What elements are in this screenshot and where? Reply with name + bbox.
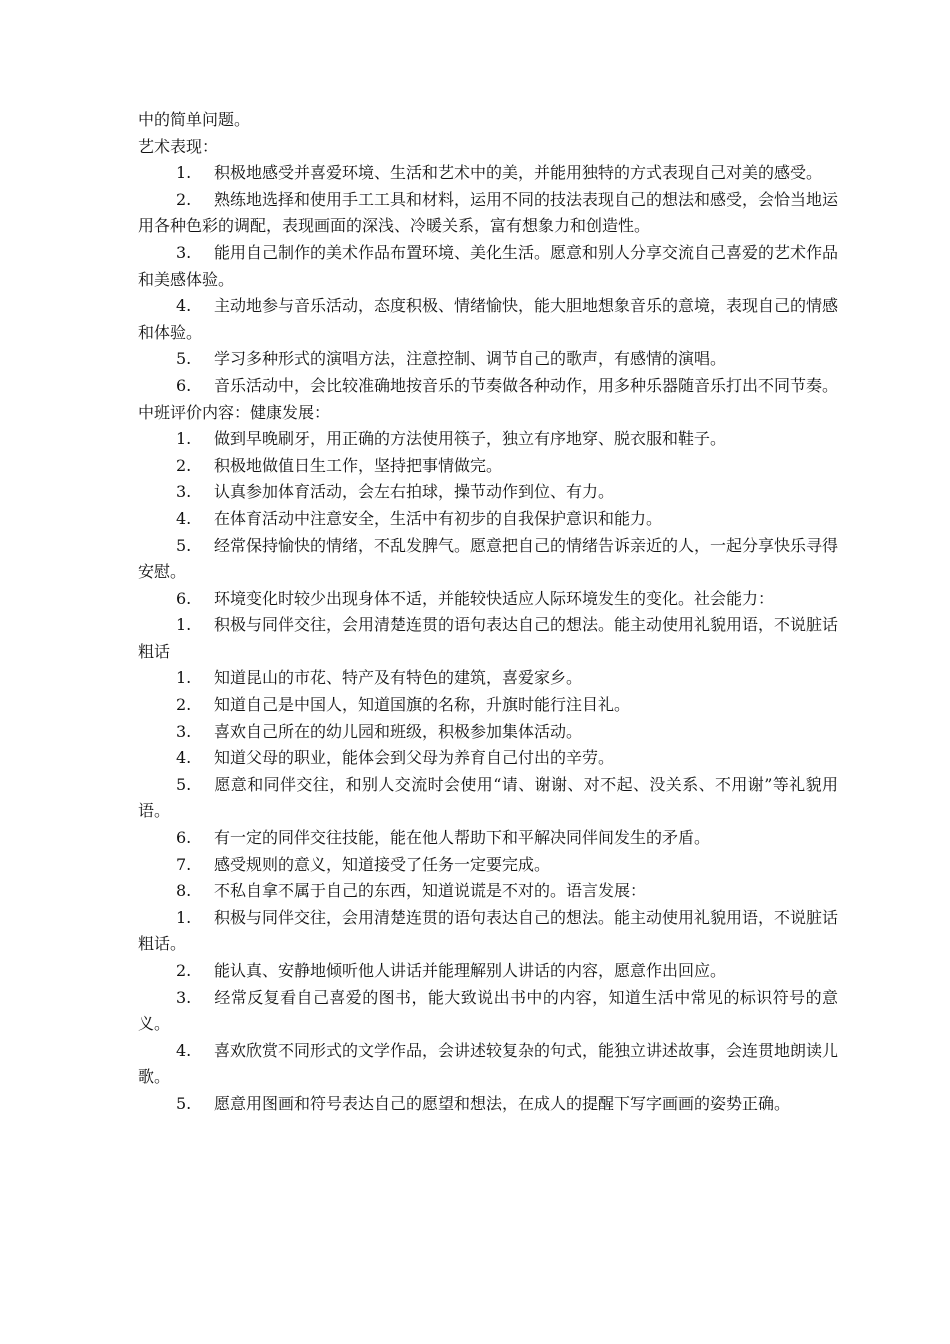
item-text: 积极地做值日生工作，坚持把事情做完。 — [214, 455, 503, 475]
item-text: 能用自己制作的美术作品布置环境、美化生活。愿意和别人分享交流自己喜爱的艺术作品和美感体验。 — [138, 242, 839, 289]
item-text: 积极地感受并喜爱环境、生活和艺术中的美，并能用独特的方式表现自己对美的感受。 — [214, 163, 823, 183]
list-item — [138, 479, 838, 506]
item-number: 3. — [176, 721, 192, 741]
item-number: 4. — [176, 296, 192, 316]
item-number: 2. — [176, 695, 192, 715]
item-number: 6. — [176, 588, 192, 608]
item-text: 主动地参与音乐活动，态度积极、情绪愉快，能大胆地想象音乐的意境，表现自己的情感和体验。 — [138, 296, 839, 342]
item-text: 积极与同伴交往，会用清楚连贯的语句表达自己的想法。能主动使用礼貌用语，不说脏话粗话 — [138, 615, 839, 661]
list-item — [138, 719, 838, 746]
list-item — [138, 905, 838, 958]
list-item — [138, 745, 838, 772]
item-text: 有一定的同伴交往技能，能在他人帮助下和平解决同伴间发生的矛盾。 — [214, 828, 711, 848]
item-number: 6. — [176, 828, 192, 848]
item-text: 愿意用图画和符号表达自己的愿望和想法，在成人的提醒下写字画画的姿势正确。 — [214, 1093, 791, 1113]
list-item — [138, 852, 838, 879]
list-item — [138, 878, 838, 905]
list-item — [138, 506, 838, 533]
item-text: 认真参加体育活动，会左右拍球，操节动作到位、有力。 — [214, 482, 615, 502]
list-item — [138, 1038, 838, 1091]
item-number: 3. — [176, 987, 192, 1007]
item-number: 3. — [176, 242, 192, 262]
list-item — [138, 373, 838, 400]
list-item — [138, 1091, 838, 1118]
item-text: 喜欢自己所在的幼儿园和班级，积极参加集体活动。 — [214, 721, 583, 741]
item-number: 5. — [176, 349, 192, 369]
item-text: 愿意和同伴交往，和别人交流时会使用“请、谢谢、对不起、没关系、不用谢”等礼貌用语。 — [138, 774, 838, 821]
list-item — [138, 240, 838, 293]
list-item — [138, 825, 838, 852]
item-number: 1. — [176, 907, 192, 927]
item-number: 1. — [176, 615, 192, 635]
item-text: 在体育活动中注意安全，生活中有初步的自我保护意识和能力。 — [214, 508, 663, 528]
list-item — [138, 665, 838, 692]
item-number: 5. — [176, 1093, 192, 1113]
item-text: 喜欢欣赏不同形式的文学作品，会讲述较复杂的句式，能独立讲述故事，会连贯地朗读儿歌。 — [138, 1040, 839, 1087]
list-item — [138, 346, 838, 373]
item-text: 知道昆山的市花、特产及有特色的建筑，喜爱家乡。 — [214, 668, 583, 688]
item-number: 1. — [176, 163, 192, 183]
item-text: 熟练地选择和使用手工工具和材料，运用不同的技法表现自己的想法和感受，会恰当地运用各种色彩的调配，表现画面的深浅、冷暖关系，富有想象力和创造性。 — [138, 189, 839, 236]
item-text: 积极与同伴交往，会用清楚连贯的语句表达自己的想法。能主动使用礼貌用语，不说脏话粗话。 — [138, 907, 839, 954]
item-number: 6. — [176, 375, 192, 395]
list-item — [138, 772, 838, 825]
item-number: 4. — [176, 508, 192, 528]
list-item — [138, 958, 838, 985]
item-text: 感受规则的意义，知道接受了任务一定要完成。 — [214, 854, 551, 874]
item-text: 知道父母的职业，能体会到父母为养育自己付出的辛劳。 — [214, 748, 615, 768]
list-item — [138, 160, 838, 187]
item-number: 2. — [176, 189, 192, 209]
item-number: 2. — [176, 455, 192, 475]
document-body — [138, 107, 838, 1118]
heading-text: 中班评价内容：健康发展： — [138, 402, 331, 422]
heading-text: 艺术表现： — [138, 136, 219, 156]
paragraph-text: 中的简单问题。 — [138, 110, 251, 129]
item-text: 做到早晚刷牙，用正确的方法使用筷子，独立有序地穿、脱衣服和鞋子。 — [214, 429, 727, 449]
item-text: 不私自拿不属于自己的东西，知道说谎是不对的。语言发展： — [214, 881, 647, 901]
list-item — [138, 692, 838, 719]
item-number: 1. — [176, 668, 192, 688]
list-item — [138, 586, 838, 613]
list-item — [138, 426, 838, 453]
section-heading-arts — [138, 134, 838, 161]
list-item — [138, 293, 838, 346]
list-item — [138, 612, 838, 665]
item-number: 1. — [176, 429, 192, 449]
list-item — [138, 533, 838, 586]
item-text: 经常反复看自己喜爱的图书，能大致说出书中的内容，知道生活中常见的标识符号的意义。 — [138, 987, 838, 1034]
item-number: 2. — [176, 961, 192, 980]
item-text: 知道自己是中国人，知道国旗的名称，升旗时能行注目礼。 — [214, 695, 631, 715]
item-text: 经常保持愉快的情绪，不乱发脾气。愿意把自己的情绪告诉亲近的人，一起分享快乐寻得安慰。 — [138, 535, 839, 582]
item-number: 4. — [176, 1040, 192, 1060]
item-number: 4. — [176, 748, 192, 768]
item-text: 学习多种形式的演唱方法，注意控制、调节自己的歌声，有感情的演唱。 — [214, 349, 727, 369]
section-heading-health — [138, 400, 838, 427]
item-number: 3. — [176, 482, 192, 502]
item-text: 环境变化时较少出现身体不适，并能较快适应人际环境发生的变化。社会能力： — [214, 588, 775, 608]
list-item — [138, 453, 838, 480]
item-number: 5. — [176, 535, 192, 555]
list-item — [138, 187, 838, 240]
item-text: 音乐活动中，会比较准确地按音乐的节奏做各种动作，用多种乐器随音乐打出不同节奏。 — [214, 375, 839, 395]
item-number: 8. — [176, 881, 192, 901]
list-item — [138, 985, 838, 1038]
item-text: 能认真、安静地倾听他人讲话并能理解别人讲话的内容，愿意作出回应。 — [214, 961, 727, 980]
item-number: 5. — [176, 774, 192, 794]
paragraph — [138, 107, 838, 134]
item-number: 7. — [176, 854, 192, 874]
